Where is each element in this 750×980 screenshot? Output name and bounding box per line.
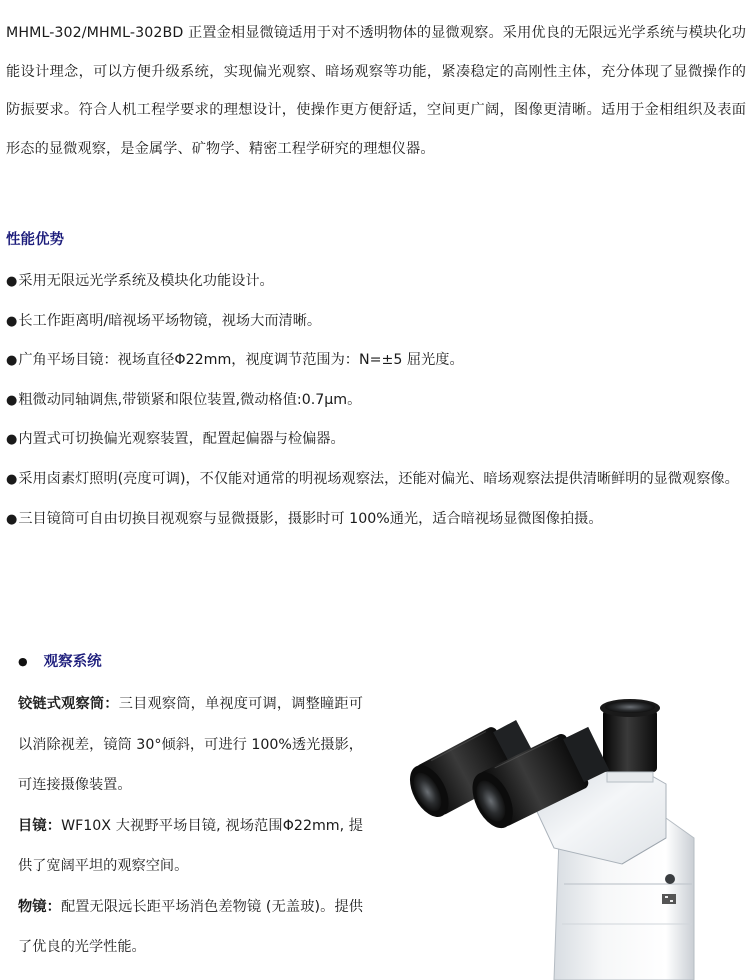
bullet-icon: ● (6, 511, 18, 527)
eyepiece-label: 目镜： (18, 817, 62, 834)
tube-label: 铰链式观察筒： (18, 696, 119, 712)
bullet-icon: ● (6, 471, 18, 487)
list-item: ●粗微动同轴调焦,带锁紧和限位装置,微动格值:0.7μm。 (6, 391, 362, 408)
list-item: ●采用卤素灯照明(亮度可调)，不仅能对通常的明视场观察法，还能对偏光、暗场观察法提供清晰鲜明的显微观察像。 (6, 470, 739, 487)
list-item: ●三目镜筒可自由切换目视观察与显微摄影，摄影时可 100%通光，适合暗视场显微图像拍摄。 (6, 510, 603, 527)
list-item: ●广角平场目镜：视场直径Φ22mm，视度调节范围为：N=±5 屈光度。 (6, 352, 464, 369)
bullet-icon: ● (18, 655, 28, 668)
objective-label: 物镜： (18, 898, 61, 915)
observation-title: ● 观察系统 (18, 654, 102, 670)
list-item: ●长工作距离明/暗视场平场物镜，视场大而清晰。 (6, 312, 322, 329)
list-item: ●内置式可切换偏光观察装置，配置起偏器与检偏器。 (6, 431, 345, 448)
tube-paragraph: 铰链式观察筒：三目观察筒，单视度可调，调整瞳距可以消除视差，镜筒 30°倾斜，可进行 100%透光摄影，可连接摄像装置。 (18, 696, 363, 793)
performance-list (6, 262, 746, 539)
bullet-icon: ● (6, 432, 18, 448)
performance-title: 性能优势 (6, 232, 64, 248)
eyepiece-paragraph: 目镜：WF10X 大视野平场目镜, 视场范围Φ22mm, 提供了宽阔平坦的观察空间。 (18, 817, 363, 874)
microscope-image (404, 688, 704, 980)
list-item: ●采用无限远光学系统及模块化功能设计。 (6, 273, 274, 289)
bullet-icon: ● (6, 313, 18, 329)
bullet-icon: ● (6, 274, 18, 289)
intro-paragraph: MHML-302/MHML-302BD 正置金相显微镜适用于对不透明物体的显微观察。采用优良的无限远光学系统与模块化功能设计理念，可以方便升级系统，实现偏光观察、暗场观察等功能，紧凑稳定的高刚性主体，充分体现了显微操作的防振要求。符合人机工程学要求的理想设计，使操作更方便舒适，空间更广阔，图像更清晰。适用于金相组织及表面形态的显微观察，是金属学、矿物学、精密工程学研究的理想仪器。 (6, 25, 746, 157)
bullet-icon: ● (6, 353, 18, 369)
observation-text (18, 684, 363, 968)
bullet-icon: ● (6, 392, 18, 408)
objective-paragraph: 物镜：配置无限远长距平场消色差物镜 (无盖玻)。提供了优良的光学性能。 (18, 898, 363, 955)
